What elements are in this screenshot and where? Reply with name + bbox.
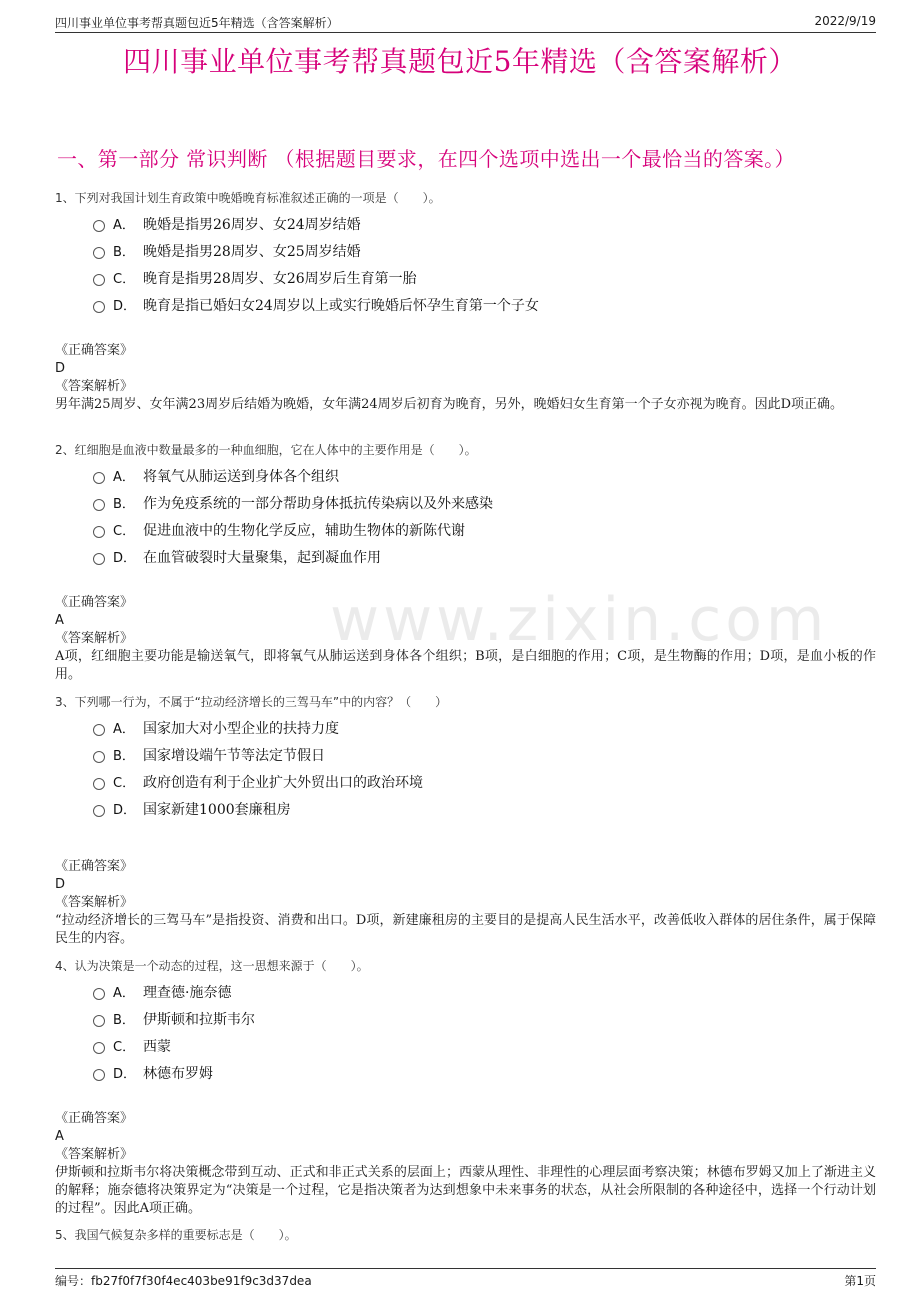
option-a[interactable] xyxy=(55,714,876,741)
option-c[interactable] xyxy=(55,1032,876,1059)
option-a[interactable] xyxy=(55,978,876,1005)
explanation-label: 《答案解析》 xyxy=(55,1147,134,1162)
explanation-text: 伊斯顿和拉斯韦尔将决策概念带到互动、正式和非正式关系的层面上；西蒙从理性、非理性的心理层面考察决策；林德布罗姆又加上了渐进主义的解释；施奈德将决策界定为“决策是一个过程，它是指决策者为达到想象中未来事务的状态，从社会所限制的各种途径中，选择一个行动计划的过程”。因此A项正确。 xyxy=(55,1165,876,1216)
option-text: 晚婚是指男26周岁、女24周岁结婚 xyxy=(143,216,361,233)
question-stem: 2、红细胞是血液中数量最多的一种血细胞，它在人体中的主要作用是（ ）。 xyxy=(55,443,477,457)
option-text: 林德布罗姆 xyxy=(143,1065,213,1082)
answer-value: D xyxy=(55,877,66,892)
radio-icon[interactable] xyxy=(93,472,105,484)
radio-icon[interactable] xyxy=(93,778,105,790)
answer-value: A xyxy=(55,1129,64,1144)
radio-icon[interactable] xyxy=(93,301,105,313)
option-letter: A． xyxy=(113,218,135,233)
option-letter: D． xyxy=(113,299,137,314)
radio-icon[interactable] xyxy=(93,274,105,286)
option-text: 国家新建1000套廉租房 xyxy=(143,801,291,818)
option-letter: D． xyxy=(113,803,137,818)
option-text: 政府创造有利于企业扩大外贸出口的政治环境 xyxy=(143,774,423,791)
radio-icon[interactable] xyxy=(93,1015,105,1027)
radio-icon[interactable] xyxy=(93,988,105,1000)
option-text: 西蒙 xyxy=(143,1038,171,1055)
watermark: www.zixin.com xyxy=(330,585,829,655)
option-text: 作为免疫系统的一部分帮助身体抵抗传染病以及外来感染 xyxy=(143,495,493,512)
header-doc-title: 四川事业单位事考帮真题包近5年精选（含答案解析） xyxy=(55,16,339,30)
answer-value: D xyxy=(55,361,66,376)
answer-block xyxy=(55,1110,876,1218)
option-letter: C． xyxy=(113,776,136,791)
option-d[interactable] xyxy=(55,543,876,570)
option-b[interactable] xyxy=(55,1005,876,1032)
option-letter: A． xyxy=(113,722,135,737)
option-c[interactable] xyxy=(55,516,876,543)
option-letter: B． xyxy=(113,749,135,764)
option-b[interactable] xyxy=(55,489,876,516)
question-3 xyxy=(55,692,876,948)
option-c[interactable] xyxy=(55,768,876,795)
document-title: 四川事业单位事考帮真题包近5年精选（含答案解析） xyxy=(123,45,797,78)
explanation-label: 《答案解析》 xyxy=(55,379,134,394)
answer-label: 《正确答案》 xyxy=(55,859,134,874)
answer-label: 《正确答案》 xyxy=(55,1111,134,1126)
options-list xyxy=(55,462,876,570)
answer-value: A xyxy=(55,613,64,628)
option-text: 国家增设端午节等法定节假日 xyxy=(143,747,325,764)
option-text: 晚育是指已婚妇女24周岁以上或实行晚婚后怀孕生育第一个子女 xyxy=(143,297,539,314)
radio-icon[interactable] xyxy=(93,751,105,763)
question-stem: 5、我国气候复杂多样的重要标志是（ ）。 xyxy=(55,1228,297,1242)
radio-icon[interactable] xyxy=(93,1042,105,1054)
option-b[interactable] xyxy=(55,741,876,768)
answer-block xyxy=(55,858,876,948)
section-heading: 一、第一部分 常识判断 （根据题目要求，在四个选项中选出一个最恰当的答案。） xyxy=(57,147,795,171)
option-letter: C． xyxy=(113,524,136,539)
option-letter: C． xyxy=(113,1040,136,1055)
explanation-label: 《答案解析》 xyxy=(55,895,134,910)
question-5 xyxy=(55,1225,876,1245)
options-list xyxy=(55,978,876,1086)
option-d[interactable] xyxy=(55,795,876,822)
radio-icon[interactable] xyxy=(93,220,105,232)
page-header xyxy=(55,12,876,33)
option-letter: B． xyxy=(113,497,135,512)
answer-label: 《正确答案》 xyxy=(55,343,134,358)
page-number: 第1页 xyxy=(844,1274,876,1288)
radio-icon[interactable] xyxy=(93,553,105,565)
option-text: 晚婚是指男28周岁、女25周岁结婚 xyxy=(143,243,361,260)
option-a[interactable] xyxy=(55,210,876,237)
question-2 xyxy=(55,440,876,684)
option-d[interactable] xyxy=(55,1059,876,1086)
question-4 xyxy=(55,956,876,1218)
explanation-text: “拉动经济增长的三驾马车”是指投资、消费和出口。D项，新建廉租房的主要目的是提高人民生活水平，改善低收入群体的居住条件，属于保障民生的内容。 xyxy=(55,913,876,946)
option-text: 伊斯顿和拉斯韦尔 xyxy=(143,1011,255,1028)
radio-icon[interactable] xyxy=(93,805,105,817)
answer-label: 《正确答案》 xyxy=(55,595,134,610)
option-a[interactable] xyxy=(55,462,876,489)
options-list xyxy=(55,210,876,318)
radio-icon[interactable] xyxy=(93,724,105,736)
page-footer xyxy=(55,1268,876,1289)
option-text: 理查德·施奈德 xyxy=(143,984,232,1001)
radio-icon[interactable] xyxy=(93,247,105,259)
options-list xyxy=(55,714,876,822)
option-text: 国家加大对小型企业的扶持力度 xyxy=(143,720,339,737)
option-text: 晚育是指男28周岁、女26周岁后生育第一胎 xyxy=(143,270,417,287)
option-letter: B． xyxy=(113,1013,135,1028)
option-b[interactable] xyxy=(55,237,876,264)
radio-icon[interactable] xyxy=(93,526,105,538)
header-date: 2022/9/19 xyxy=(814,14,876,28)
option-letter: D． xyxy=(113,1067,137,1082)
question-1 xyxy=(55,188,876,414)
option-text: 促进血液中的生物化学反应，辅助生物体的新陈代谢 xyxy=(143,522,465,539)
option-letter: B． xyxy=(113,245,135,260)
explanation-text: A项，红细胞主要功能是输送氧气，即将氧气从肺运送到身体各个组织；B项，是白细胞的作用；C项，是生物酶的作用；D项，是血小板的作用。 xyxy=(55,649,876,682)
option-letter: A． xyxy=(113,986,135,1001)
document-id: 编号：fb27f0f7f30f4ec403be91f9c3d37dea xyxy=(55,1274,312,1288)
explanation-text: 男年满25周岁、女年满23周岁后结婚为晚婚，女年满24周岁后初育为晚育，另外，晚婚妇女生育第一个子女亦视为晚育。因此D项正确。 xyxy=(55,397,844,412)
explanation-label: 《答案解析》 xyxy=(55,631,134,646)
option-letter: C． xyxy=(113,272,136,287)
option-text: 在血管破裂时大量聚集，起到凝血作用 xyxy=(143,549,381,566)
option-d[interactable] xyxy=(55,291,876,318)
radio-icon[interactable] xyxy=(93,1069,105,1081)
question-stem: 3、下列哪一行为，不属于“拉动经济增长的三驾马车”中的内容？（ ） xyxy=(55,695,448,709)
option-text: 将氧气从肺运送到身体各个组织 xyxy=(143,468,339,485)
option-letter: A． xyxy=(113,470,135,485)
radio-icon[interactable] xyxy=(93,499,105,511)
question-stem: 4、认为决策是一个动态的过程，这一思想来源于（ ）。 xyxy=(55,959,369,973)
answer-block xyxy=(55,342,876,414)
option-c[interactable] xyxy=(55,264,876,291)
answer-block xyxy=(55,594,876,684)
question-stem: 1、下列对我国计划生育政策中晚婚晚育标准叙述正确的一项是（ ）。 xyxy=(55,191,441,205)
option-letter: D． xyxy=(113,551,137,566)
